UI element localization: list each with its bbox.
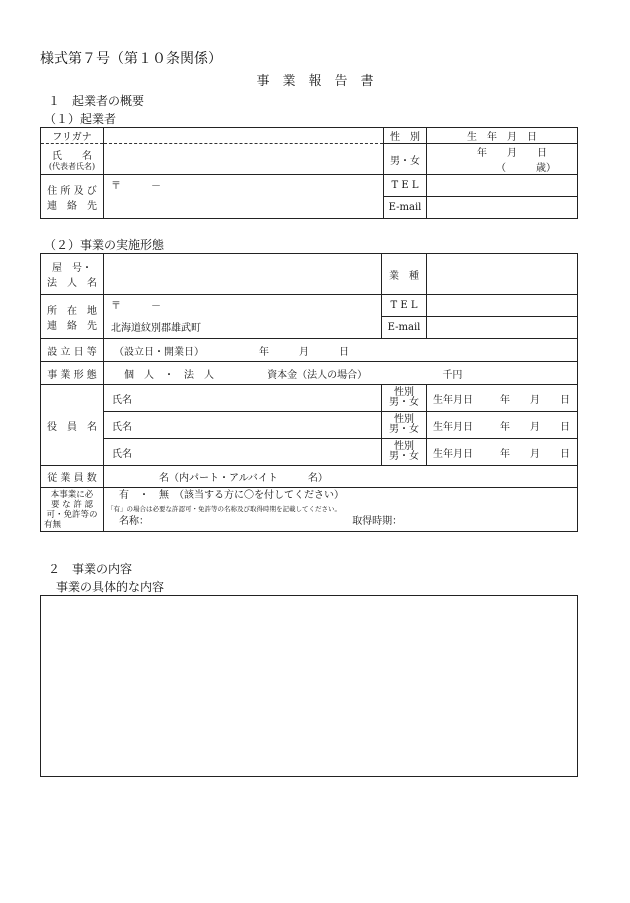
trade-name-label-2: 法 人 名	[47, 278, 97, 289]
officer-name[interactable]	[104, 439, 382, 466]
officer-name-label: 氏名	[112, 421, 132, 433]
permits-label-3: 可・免許等の	[46, 509, 98, 520]
permits-note: 「有」の場合は必要な許認可・免許等の名称及び取得時期を記載してください。	[107, 505, 341, 513]
officer-gender-value: 男・女	[389, 397, 419, 408]
employees-value[interactable]: 名（内パート・アルバイト 名）	[104, 466, 578, 488]
established-value[interactable]: （設立日・開業日） 年 月 日	[104, 339, 578, 362]
trade-name-field[interactable]	[104, 254, 382, 295]
furigana-field[interactable]	[104, 128, 384, 144]
founder-table	[40, 127, 578, 219]
form-number: 様式第７号（第１０条関係）	[40, 51, 222, 67]
officer-gender[interactable]	[382, 385, 427, 412]
business-form-label: 事 業 形 態	[41, 362, 104, 385]
permits-label-cell	[41, 488, 104, 532]
section1-subheading: （１）起業者	[44, 112, 117, 126]
industry-label: 業 種	[382, 254, 427, 295]
gender-label: 性 別	[384, 128, 427, 144]
page-title: 事 業 報 告 書	[256, 74, 374, 89]
industry-field[interactable]	[427, 254, 578, 295]
email-label: E-mail	[384, 197, 427, 219]
furigana-label: フリガナ	[41, 128, 104, 144]
capital-value: 資本金（法人の場合）	[267, 369, 368, 381]
permits-label-2: 要 な 許 認	[50, 499, 94, 510]
permits-label-1: 本事業に必	[50, 489, 94, 500]
section3-subheading: 事業の具体的な内容	[56, 580, 165, 594]
birth-header: 生 年 月 日	[427, 128, 578, 144]
permits-line	[107, 515, 574, 529]
section1-heading: １ 起業者の概要	[48, 94, 145, 108]
location-email-field[interactable]	[427, 317, 578, 339]
email-field[interactable]	[427, 197, 578, 219]
officer-gender-label: 性別	[394, 387, 414, 398]
permits-name-label: 名称：	[119, 516, 149, 527]
officer-name-label: 氏名	[112, 448, 132, 460]
birth-value: 年 月 日	[477, 148, 547, 159]
permits-label-4: 有無	[44, 519, 62, 530]
name-field[interactable]	[104, 144, 384, 175]
address-label-cell	[41, 175, 104, 219]
location-tel-label: T E L	[382, 295, 427, 317]
officer-name-label: 氏名	[112, 394, 132, 406]
location-label-1: 所 在 地	[47, 305, 97, 317]
officer-gender-label: 性別	[394, 441, 414, 452]
officer-birth-value: 年 月 日	[500, 448, 570, 460]
business-table	[40, 253, 578, 532]
name-sub-label: (代表者氏名)	[48, 161, 96, 171]
name-label-cell	[41, 144, 104, 175]
officer-gender[interactable]	[382, 439, 427, 466]
address-field[interactable]	[104, 175, 384, 219]
officer-gender-value: 男・女	[389, 424, 419, 435]
age-value: （ 歳）	[496, 163, 556, 174]
location-value: 北海道紋別郡雄武町	[111, 323, 201, 334]
officer-birth-label: 生年月日	[433, 448, 473, 460]
tel-label: T E L	[384, 175, 427, 197]
postal-mark: 〒 －	[111, 181, 161, 192]
officer-gender-value: 男・女	[389, 451, 419, 462]
address-label-2: 連 絡 先	[47, 200, 97, 212]
officer-birth-value: 年 月 日	[500, 394, 570, 406]
officer-birth[interactable]	[427, 385, 578, 412]
section2-subheading: （２）事業の実施形態	[44, 238, 165, 252]
name-label: 氏 名	[52, 150, 92, 162]
location-email-label: E-mail	[382, 317, 427, 339]
officer-name[interactable]	[104, 385, 382, 412]
officer-birth[interactable]	[427, 412, 578, 439]
business-content-field[interactable]	[40, 595, 578, 777]
trade-name-label-cell	[41, 254, 104, 295]
permits-choice: 有 ・ 無 （該当する方に〇を付してください）	[119, 490, 344, 501]
location-postal: 〒 －	[111, 301, 161, 312]
tel-field[interactable]	[427, 175, 578, 197]
location-label-cell	[41, 295, 104, 339]
officer-birth[interactable]	[427, 439, 578, 466]
birth-cell[interactable]	[427, 144, 578, 175]
permits-cell[interactable]	[104, 488, 578, 532]
business-form-value: 個 人 ・ 法 人	[124, 369, 214, 381]
employees-label: 従 業 員 数	[41, 466, 104, 488]
location-label-2: 連 絡 先	[47, 320, 97, 332]
officer-birth-value: 年 月 日	[500, 421, 570, 433]
officer-birth-label: 生年月日	[433, 421, 473, 433]
officers-label: 役 員 名	[41, 385, 104, 466]
gender-value[interactable]: 男・女	[384, 144, 427, 175]
address-label-1: 住 所 及 び	[47, 185, 97, 197]
officer-gender[interactable]	[382, 412, 427, 439]
officer-birth-label: 生年月日	[433, 394, 473, 406]
location-tel-field[interactable]	[427, 295, 578, 317]
officer-gender-label: 性別	[394, 414, 414, 425]
trade-name-label-1: 屋 号・	[52, 263, 92, 274]
location-field[interactable]	[104, 295, 382, 339]
permits-date-label: 取得時期：	[352, 516, 403, 527]
business-form-cell[interactable]	[104, 362, 578, 385]
section3-heading: ２ 事業の内容	[48, 562, 133, 576]
established-label: 設 立 日 等	[41, 339, 104, 362]
officer-name[interactable]	[104, 412, 382, 439]
capital-unit: 千円	[442, 369, 463, 381]
